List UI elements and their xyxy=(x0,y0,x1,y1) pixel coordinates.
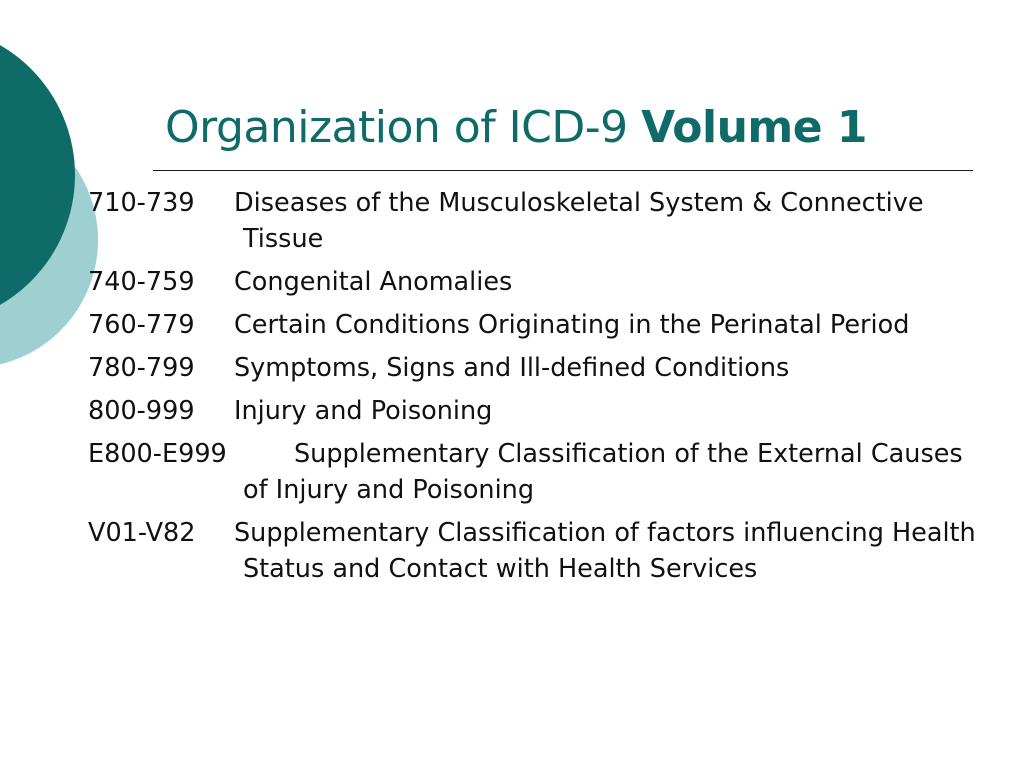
title-regular: Organization of ICD-9 xyxy=(165,102,628,153)
code-range: 710-739 xyxy=(88,188,195,218)
item-description: Congenital Anomalies xyxy=(234,267,513,297)
title-bold: Volume 1 xyxy=(641,102,868,153)
item-description: Symptoms, Signs and Ill-defined Conditions xyxy=(234,353,790,383)
classification-list xyxy=(88,185,978,594)
code-range: 800-999 xyxy=(88,396,195,426)
code-range: V01-V82 xyxy=(88,518,196,548)
list-item xyxy=(88,393,978,429)
list-item xyxy=(88,350,978,386)
code-range: E800-E999 xyxy=(88,439,227,469)
item-description: Diseases of the Musculoskeletal System & Connective Tissue xyxy=(234,188,924,254)
code-range: 780-799 xyxy=(88,353,195,383)
item-description: Supplementary Classification of the External Causes of Injury and Poisoning xyxy=(243,439,963,505)
code-range: 760-779 xyxy=(88,310,195,340)
item-description: Supplementary Classification of factors influencing Health Status and Contact with Health Services xyxy=(234,518,976,584)
code-range: 740-759 xyxy=(88,267,195,297)
item-description: Certain Conditions Originating in the Perinatal Period xyxy=(234,310,910,340)
list-item xyxy=(88,436,978,508)
list-item xyxy=(88,307,978,343)
title-divider xyxy=(153,170,973,171)
list-item xyxy=(88,185,978,257)
slide-title xyxy=(165,98,867,158)
list-item xyxy=(88,515,978,587)
list-item xyxy=(88,264,978,300)
item-description: Injury and Poisoning xyxy=(234,396,493,426)
